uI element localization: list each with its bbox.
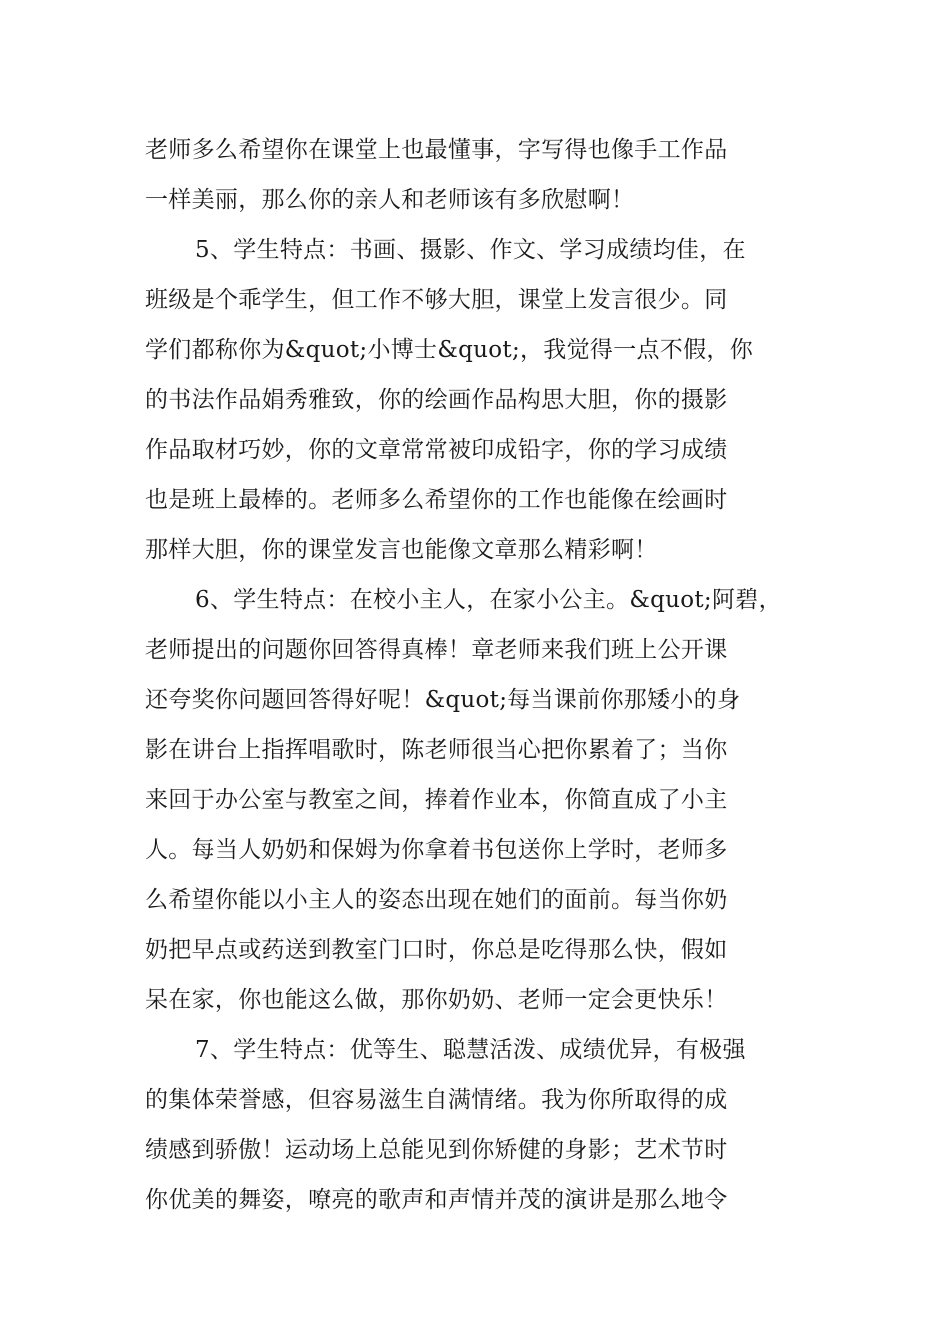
text-line: 你优美的舞姿，嘹亮的歌声和声情并茂的演讲是那么地令	[145, 1187, 728, 1213]
text-line: 一样美丽，那么你的亲人和老师该有多欣慰啊！	[145, 187, 635, 213]
document-body	[145, 125, 810, 1225]
text-line: 老师多么希望你在课堂上也最懂事，字写得也像手工作品	[145, 137, 728, 163]
paragraph-start-line: 7、学生特点：优等生、聪慧活泼、成绩优异，有极强	[195, 1037, 746, 1063]
text-line: 班级是个乖学生，但工作不够大胆，课堂上发言很少。同	[145, 287, 728, 313]
text-line: 也是班上最棒的。老师多么希望你的工作也能像在绘画时	[145, 487, 728, 513]
text-line: 人。每当人奶奶和保姆为你拿着书包送你上学时，老师多	[145, 837, 728, 863]
paragraph-start-line: 6、学生特点：在校小主人，在家小公主。&quot;阿碧，	[195, 587, 782, 613]
text-line: 奶把早点或药送到教室门口时，你总是吃得那么快，假如	[145, 937, 728, 963]
text-line: 的书法作品娟秀雅致，你的绘画作品构思大胆，你的摄影	[145, 387, 728, 413]
text-line: 来回于办公室与教室之间，捧着作业本，你简直成了小主	[145, 787, 728, 813]
text-line: 学们都称你为&quot;小博士&quot;，我觉得一点不假，你	[145, 337, 753, 363]
paragraph-start-line: 5、学生特点：书画、摄影、作文、学习成绩均佳，在	[195, 237, 746, 263]
text-line: 还夸奖你问题回答得好呢！&quot;每当课前你那矮小的身	[145, 687, 741, 713]
text-line: 绩感到骄傲！运动场上总能见到你矫健的身影；艺术节时	[145, 1137, 728, 1163]
text-line: 的集体荣誉感，但容易滋生自满情绪。我为你所取得的成	[145, 1087, 728, 1113]
text-line: 呆在家，你也能这么做，那你奶奶、老师一定会更快乐！	[145, 987, 728, 1013]
text-line: 那样大胆，你的课堂发言也能像文章那么精彩啊！	[145, 537, 658, 563]
text-line: 么希望你能以小主人的姿态出现在她们的面前。每当你奶	[145, 887, 728, 913]
text-line: 老师提出的问题你回答得真棒！章老师来我们班上公开课	[145, 637, 728, 663]
text-line: 作品取材巧妙，你的文章常常被印成铅字，你的学习成绩	[145, 437, 728, 463]
text-line: 影在讲台上指挥唱歌时，陈老师很当心把你累着了；当你	[145, 737, 728, 763]
